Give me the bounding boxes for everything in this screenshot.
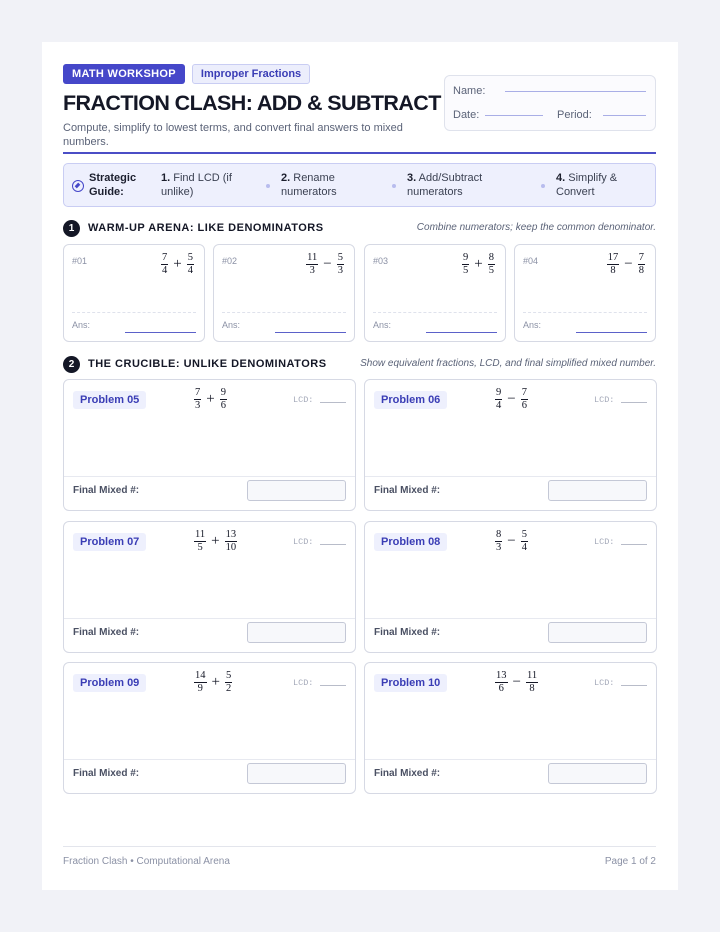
numerator: 11 bbox=[307, 252, 318, 263]
denominator: 9 bbox=[197, 683, 203, 694]
lcd-label: LCD: bbox=[293, 678, 314, 688]
answer-field[interactable] bbox=[125, 332, 196, 333]
page-title: FRACTION CLASH: ADD & SUBTRACT bbox=[63, 91, 441, 115]
numerator: 11 bbox=[526, 670, 538, 681]
work-area-divider bbox=[64, 476, 355, 477]
denominator: 5 bbox=[197, 542, 203, 553]
answer-label: Ans: bbox=[222, 320, 241, 330]
work-area-divider bbox=[222, 312, 346, 313]
period-label: Period: bbox=[557, 109, 592, 121]
fraction bbox=[638, 253, 645, 276]
denominator: 8 bbox=[638, 265, 644, 276]
operator: + bbox=[211, 674, 220, 690]
date-field[interactable] bbox=[485, 115, 543, 116]
denominator: 3 bbox=[309, 265, 315, 276]
guide-label: Strategic Guide: bbox=[89, 172, 137, 198]
fraction bbox=[488, 253, 495, 276]
problem-id: #03 bbox=[373, 256, 389, 266]
fraction bbox=[194, 388, 201, 411]
strategic-guide bbox=[63, 163, 656, 207]
crucible-card bbox=[63, 379, 356, 511]
answer-field[interactable] bbox=[275, 332, 346, 333]
student-info-box bbox=[444, 75, 656, 131]
compass-icon bbox=[72, 180, 84, 192]
fraction bbox=[607, 253, 620, 276]
work-area-divider bbox=[523, 312, 647, 313]
numerator: 5 bbox=[225, 670, 232, 681]
fraction-expression bbox=[495, 671, 538, 694]
problem-badge: Problem 09 bbox=[73, 674, 146, 692]
final-mixed-label: Final Mixed #: bbox=[374, 485, 441, 496]
fraction-expression bbox=[607, 253, 645, 276]
operator: + bbox=[206, 391, 215, 407]
work-area-divider bbox=[365, 618, 656, 619]
numerator: 9 bbox=[220, 387, 226, 398]
step-separator bbox=[392, 184, 396, 188]
denominator: 8 bbox=[610, 265, 616, 276]
numerator: 11 bbox=[195, 529, 206, 540]
numerator: 5 bbox=[337, 252, 343, 263]
fraction bbox=[220, 388, 227, 411]
denominator: 3 bbox=[337, 265, 343, 276]
section-hint: Combine numerators; keep the common denominator. bbox=[416, 222, 656, 233]
denominator: 4 bbox=[496, 400, 502, 411]
worksheet-content bbox=[63, 64, 656, 867]
operator: + bbox=[173, 256, 182, 272]
operator: − bbox=[507, 533, 516, 549]
numerator: 14 bbox=[195, 670, 206, 681]
final-answer-box[interactable] bbox=[548, 622, 647, 643]
problem-id: #04 bbox=[523, 256, 539, 266]
denominator: 6 bbox=[220, 400, 226, 411]
numerator: 9 bbox=[463, 252, 469, 263]
numerator: 13 bbox=[225, 529, 237, 540]
work-area-divider bbox=[64, 618, 355, 619]
denominator: 3 bbox=[195, 400, 201, 411]
lcd-label: LCD: bbox=[594, 395, 615, 405]
footer-divider bbox=[63, 846, 656, 847]
step-separator bbox=[541, 184, 545, 188]
name-label: Name: bbox=[453, 85, 486, 97]
fraction bbox=[462, 253, 469, 276]
work-area-divider bbox=[365, 476, 656, 477]
tag-improper-fractions: Improper Fractions bbox=[192, 64, 310, 84]
section-title: WARM-UP ARENA: LIKE DENOMINATORS bbox=[88, 222, 324, 234]
work-area-divider bbox=[365, 759, 656, 760]
fraction bbox=[495, 530, 502, 553]
final-answer-box[interactable] bbox=[247, 622, 346, 643]
fraction-expression bbox=[194, 388, 227, 411]
fraction-expression bbox=[194, 671, 232, 694]
operator: + bbox=[211, 533, 220, 549]
problem-badge: Problem 08 bbox=[374, 533, 447, 551]
fraction bbox=[161, 253, 168, 276]
denominator: 4 bbox=[162, 265, 168, 276]
denominator: 5 bbox=[488, 265, 494, 276]
section-number: 1 bbox=[63, 220, 80, 237]
guide-step-4: 4. Simplify & Convert bbox=[556, 172, 618, 198]
fraction bbox=[526, 671, 538, 694]
warm-up-card bbox=[364, 244, 506, 342]
fraction-expression bbox=[194, 530, 237, 553]
work-area-divider bbox=[72, 312, 196, 313]
header-divider bbox=[63, 152, 656, 154]
final-mixed-label: Final Mixed #: bbox=[374, 627, 441, 638]
lcd-field[interactable] bbox=[621, 402, 647, 403]
worksheet-page bbox=[42, 42, 678, 890]
period-field[interactable] bbox=[603, 115, 646, 116]
problem-badge: Problem 07 bbox=[73, 533, 146, 551]
final-answer-box[interactable] bbox=[247, 763, 346, 784]
operator: + bbox=[474, 256, 483, 272]
answer-label: Ans: bbox=[523, 320, 542, 330]
final-mixed-label: Final Mixed #: bbox=[374, 768, 441, 779]
section-number: 2 bbox=[63, 356, 80, 373]
warm-up-card bbox=[514, 244, 656, 342]
denominator: 4 bbox=[187, 265, 193, 276]
fraction-expression bbox=[495, 530, 528, 553]
numerator: 7 bbox=[638, 252, 644, 263]
guide-step-2: 2. Rename numerators bbox=[281, 172, 337, 198]
footer-title: Fraction Clash • Computational Arena bbox=[63, 856, 230, 867]
final-mixed-label: Final Mixed #: bbox=[73, 485, 140, 496]
lcd-label: LCD: bbox=[594, 678, 615, 688]
numerator: 8 bbox=[496, 529, 502, 540]
lcd-field[interactable] bbox=[621, 685, 647, 686]
crucible-card bbox=[364, 662, 657, 794]
warm-up-card bbox=[213, 244, 355, 342]
fraction bbox=[225, 671, 232, 694]
tag-math-workshop: MATH WORKSHOP bbox=[63, 64, 185, 84]
final-answer-box[interactable] bbox=[548, 763, 647, 784]
work-area-divider bbox=[373, 312, 497, 313]
fraction-expression bbox=[161, 253, 194, 276]
answer-label: Ans: bbox=[373, 320, 392, 330]
fraction-expression bbox=[306, 253, 344, 276]
final-mixed-label: Final Mixed #: bbox=[73, 627, 140, 638]
numerator: 13 bbox=[496, 670, 507, 681]
lcd-field[interactable] bbox=[320, 544, 346, 545]
lcd-label: LCD: bbox=[293, 395, 314, 405]
numerator: 7 bbox=[162, 252, 168, 263]
answer-field[interactable] bbox=[576, 332, 647, 333]
problem-id: #02 bbox=[222, 256, 238, 266]
work-area-divider bbox=[64, 759, 355, 760]
step-separator bbox=[266, 184, 270, 188]
denominator: 6 bbox=[521, 400, 527, 411]
numerator: 7 bbox=[521, 387, 527, 398]
lcd-field[interactable] bbox=[320, 685, 346, 686]
problem-badge: Problem 10 bbox=[374, 674, 447, 692]
denominator: 2 bbox=[225, 683, 232, 694]
answer-field[interactable] bbox=[426, 332, 497, 333]
operator: − bbox=[624, 256, 633, 272]
guide-step-3: 3. Add/Subtract numerators bbox=[407, 172, 483, 198]
guide-step-1: 1. Find LCD (if unlike) bbox=[161, 172, 232, 198]
final-answer-box[interactable] bbox=[247, 480, 346, 501]
section-hint: Show equivalent fractions, LCD, and final simplified mixed number. bbox=[360, 358, 656, 369]
fraction bbox=[521, 388, 528, 411]
page-subtitle: Compute, simplify to lowest terms, and convert final answers to mixed numbers. bbox=[63, 122, 403, 148]
final-mixed-label: Final Mixed #: bbox=[73, 768, 140, 779]
fraction bbox=[495, 388, 502, 411]
crucible-card bbox=[63, 662, 356, 794]
fraction bbox=[521, 530, 528, 553]
denominator: 10 bbox=[225, 542, 237, 553]
crucible-card bbox=[63, 521, 356, 653]
fraction bbox=[194, 671, 207, 694]
fraction bbox=[194, 530, 206, 553]
fraction bbox=[306, 253, 318, 276]
crucible-card bbox=[364, 379, 657, 511]
date-label: Date: bbox=[453, 109, 480, 121]
fraction-expression bbox=[495, 388, 528, 411]
fraction bbox=[495, 671, 508, 694]
numerator: 5 bbox=[521, 529, 527, 540]
lcd-field[interactable] bbox=[320, 402, 346, 403]
numerator: 5 bbox=[187, 252, 193, 263]
name-field[interactable] bbox=[505, 91, 646, 92]
denominator: 6 bbox=[498, 683, 504, 694]
page-number: Page 1 of 2 bbox=[604, 856, 656, 867]
operator: − bbox=[507, 391, 516, 407]
crucible-card bbox=[364, 521, 657, 653]
fraction bbox=[187, 253, 194, 276]
lcd-field[interactable] bbox=[621, 544, 647, 545]
final-answer-box[interactable] bbox=[548, 480, 647, 501]
numerator: 17 bbox=[607, 252, 619, 263]
fraction bbox=[337, 253, 344, 276]
numerator: 9 bbox=[496, 387, 502, 398]
fraction-expression bbox=[462, 253, 495, 276]
section-crucible-header bbox=[63, 355, 656, 373]
denominator: 3 bbox=[496, 542, 502, 553]
section-title: THE CRUCIBLE: UNLIKE DENOMINATORS bbox=[88, 358, 327, 370]
operator: − bbox=[512, 674, 521, 690]
numerator: 8 bbox=[488, 252, 494, 263]
lcd-label: LCD: bbox=[293, 537, 314, 547]
problem-id: #01 bbox=[72, 256, 88, 266]
problem-badge: Problem 05 bbox=[73, 391, 146, 409]
denominator: 5 bbox=[463, 265, 469, 276]
warm-up-card bbox=[63, 244, 205, 342]
fraction bbox=[225, 530, 238, 553]
section-warm-up-header bbox=[63, 219, 656, 237]
operator: − bbox=[323, 256, 332, 272]
problem-badge: Problem 06 bbox=[374, 391, 447, 409]
denominator: 4 bbox=[521, 542, 527, 553]
denominator: 8 bbox=[529, 683, 535, 694]
answer-label: Ans: bbox=[72, 320, 91, 330]
lcd-label: LCD: bbox=[594, 537, 615, 547]
numerator: 7 bbox=[195, 387, 201, 398]
